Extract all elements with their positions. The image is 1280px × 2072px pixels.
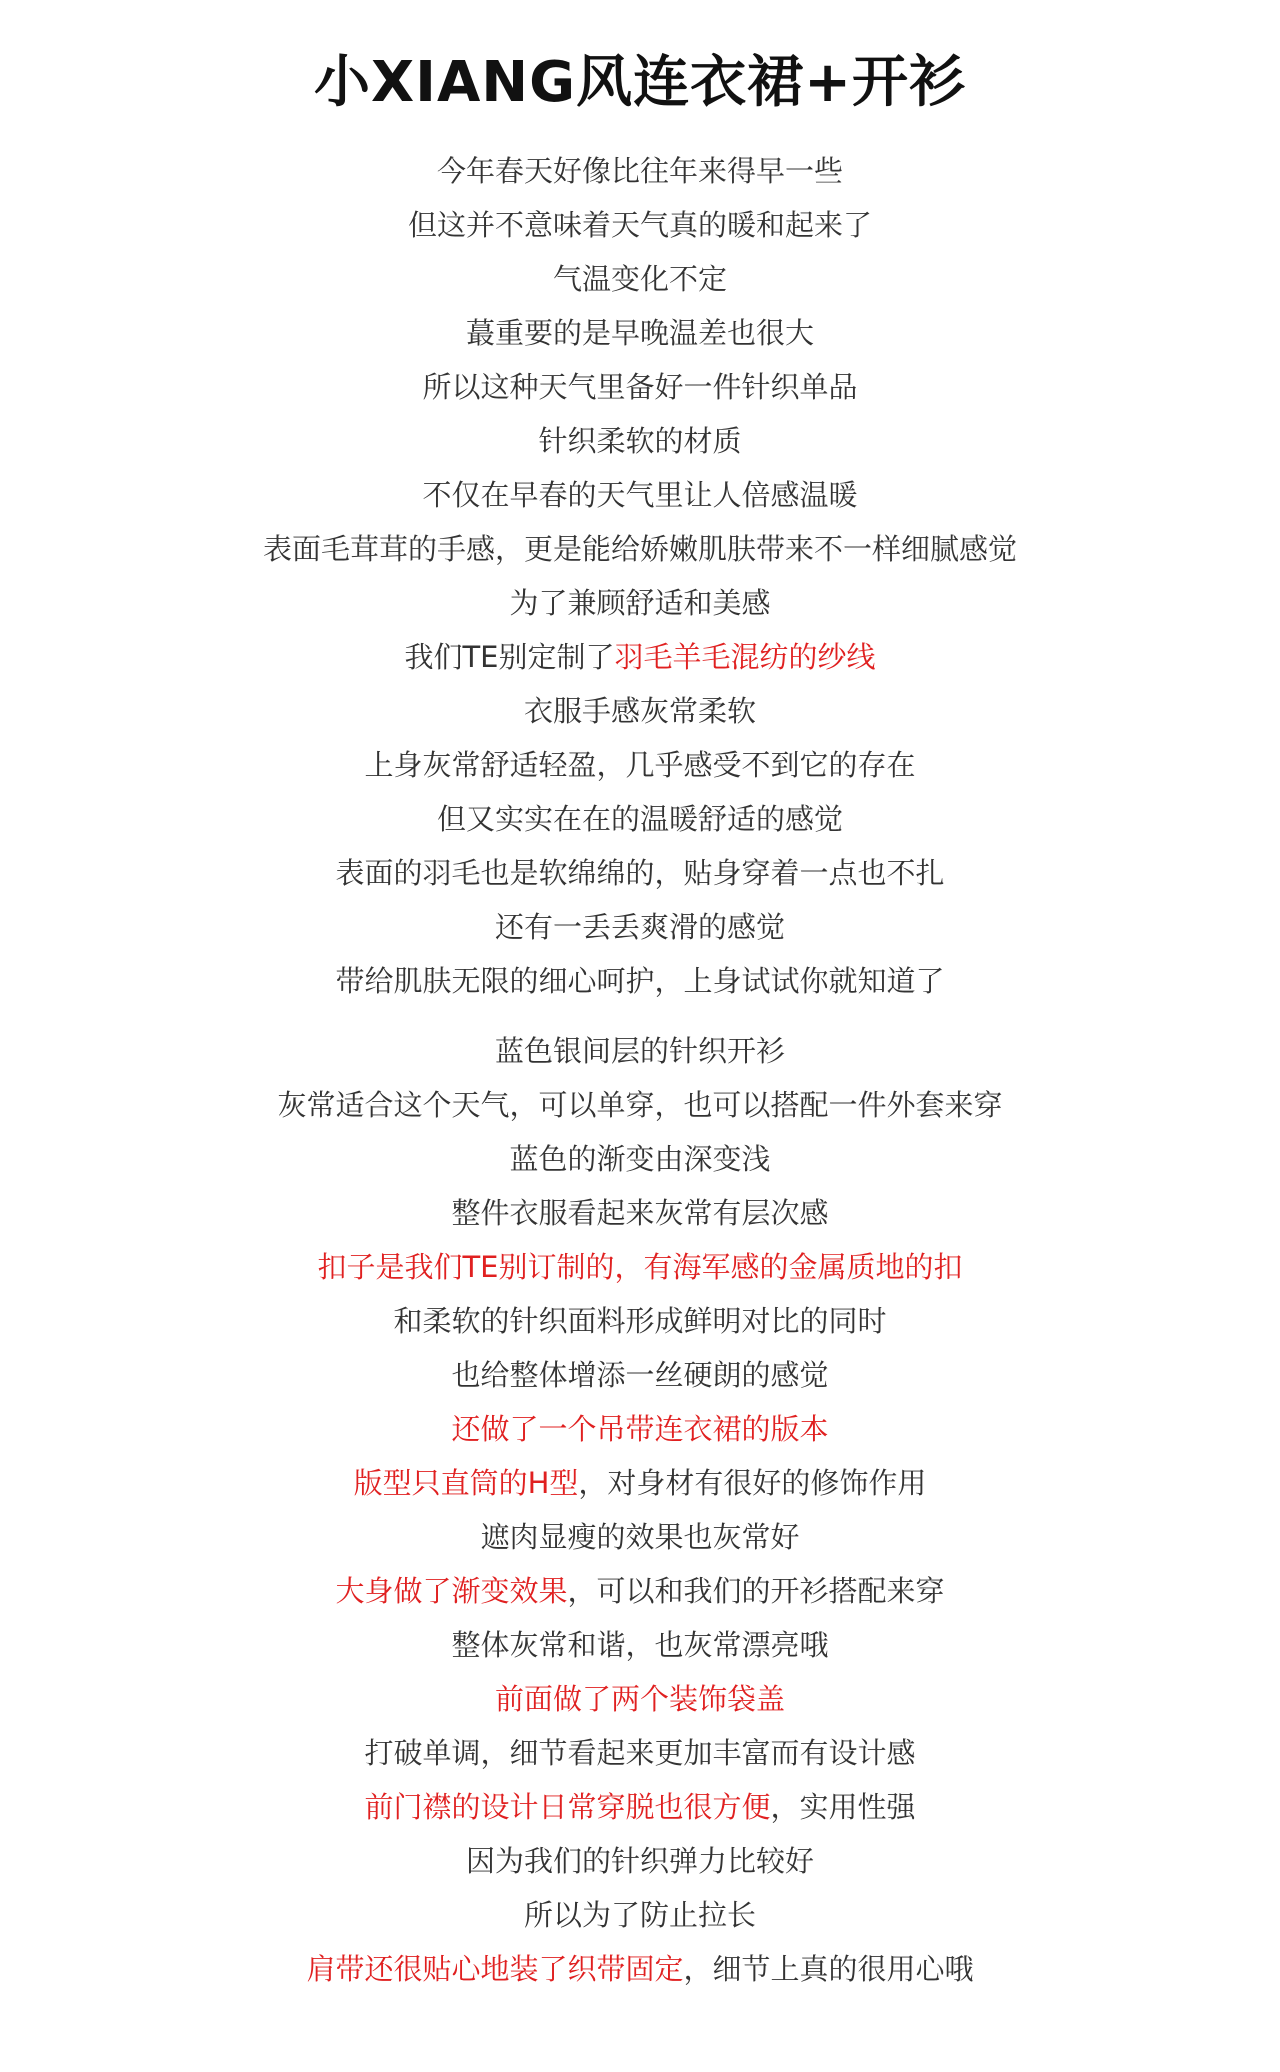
text-line [0, 414, 1280, 468]
body-text: 灰常适合这个天气，可以单穿，也可以搭配一件外套来穿 [277, 1088, 1003, 1122]
body-text: 蕞重要的是早晚温差也很大 [465, 316, 814, 350]
body-text: 针织柔软的材质 [538, 424, 742, 458]
body-text: 打破单调，细节看起来更加丰富而有设计感 [364, 1736, 916, 1770]
highlight-text: 羽毛羊毛混纺的纱线 [614, 640, 876, 674]
text-line [0, 1132, 1280, 1186]
body-text: 气温变化不定 [552, 262, 727, 296]
text-line [0, 1564, 1280, 1618]
text-line [0, 1834, 1280, 1888]
text-line [0, 1780, 1280, 1834]
highlight-text: 大身做了渐变效果 [335, 1574, 568, 1608]
text-line [0, 576, 1280, 630]
highlight-text: 前面做了两个装饰袋盖 [494, 1682, 785, 1716]
highlight-text: 扣子是我们TE别订制的，有海军感的金属质地的扣 [317, 1250, 963, 1284]
text-line [0, 1024, 1280, 1078]
body-text: 表面毛茸茸的手感，更是能给娇嫩肌肤带来不一样细腻感觉 [262, 532, 1017, 566]
text-line [0, 306, 1280, 360]
text-line [0, 684, 1280, 738]
body-text: 不仅在早春的天气里让人倍感温暖 [422, 478, 858, 512]
text-line [0, 1726, 1280, 1780]
text-line [0, 522, 1280, 576]
text-line [0, 1888, 1280, 1942]
text-line [0, 1240, 1280, 1294]
body-text: 表面的羽毛也是软绵绵的，贴身穿着一点也不扎 [335, 856, 945, 890]
text-line [0, 360, 1280, 414]
text-line [0, 468, 1280, 522]
body-text: 整件衣服看起来灰常有层次感 [451, 1196, 829, 1230]
body-text: 衣服手感灰常柔软 [523, 694, 756, 728]
text-line [0, 252, 1280, 306]
highlight-text: 版型只直筒的H型 [353, 1466, 579, 1500]
body-text: 遮肉显瘦的效果也灰常好 [480, 1520, 800, 1554]
text-line [0, 144, 1280, 198]
text-line [0, 1186, 1280, 1240]
text-line [0, 1672, 1280, 1726]
body-text: 因为我们的针织弹力比较好 [465, 1844, 814, 1878]
body-text: 上身灰常舒适轻盈，几乎感受不到它的存在 [364, 748, 916, 782]
text-line [0, 630, 1280, 684]
highlight-text: 还做了一个吊带连衣裙的版本 [451, 1412, 829, 1446]
text-line [0, 1402, 1280, 1456]
body-text: 所以为了防止拉长 [523, 1898, 756, 1932]
text-line [0, 900, 1280, 954]
body-text: 蓝色银间层的针织开衫 [494, 1034, 785, 1068]
text-line [0, 954, 1280, 1008]
body-text: 今年春天好像比往年来得早一些 [436, 154, 843, 188]
text-line [0, 1456, 1280, 1510]
text-line [0, 1078, 1280, 1132]
text-line [0, 198, 1280, 252]
body-text: ，细节上真的很用心哦 [683, 1952, 974, 1986]
body-text: ，实用性强 [770, 1790, 916, 1824]
body-text: 蓝色的渐变由深变浅 [509, 1142, 771, 1176]
text-line [0, 792, 1280, 846]
body-text: 所以这种天气里备好一件针织单品 [422, 370, 858, 404]
body-text: ，对身材有很好的修饰作用 [578, 1466, 927, 1500]
body-text: 也给整体增添一丝硬朗的感觉 [451, 1358, 829, 1392]
body-text: 整体灰常和谐，也灰常漂亮哦 [451, 1628, 829, 1662]
body-text: ，可以和我们的开衫搭配来穿 [567, 1574, 945, 1608]
text-line [0, 738, 1280, 792]
body-text: 但这并不意味着天气真的暖和起来了 [407, 208, 872, 242]
highlight-text: 肩带还很贴心地装了织带固定 [306, 1952, 684, 1986]
body-text: 还有一丢丢爽滑的感觉 [494, 910, 785, 944]
product-section [0, 1024, 1280, 1996]
page-title: 小XIANG风连衣裙+开衫 [313, 50, 967, 115]
highlight-text: 前门襟的设计日常穿脱也很方便 [364, 1790, 771, 1824]
text-line [0, 1618, 1280, 1672]
text-line [0, 846, 1280, 900]
body-text: 带给肌肤无限的细心呵护，上身试试你就知道了 [335, 964, 945, 998]
text-line [0, 1510, 1280, 1564]
body-text: 但又实实在在的温暖舒适的感觉 [436, 802, 843, 836]
text-line [0, 1942, 1280, 1996]
text-line [0, 1294, 1280, 1348]
text-line [0, 1348, 1280, 1402]
intro-section [0, 144, 1280, 1008]
body-text: 我们TE别定制了 [404, 640, 615, 674]
body-text: 为了兼顾舒适和美感 [509, 586, 771, 620]
body-text: 和柔软的针织面料形成鲜明对比的同时 [393, 1304, 887, 1338]
